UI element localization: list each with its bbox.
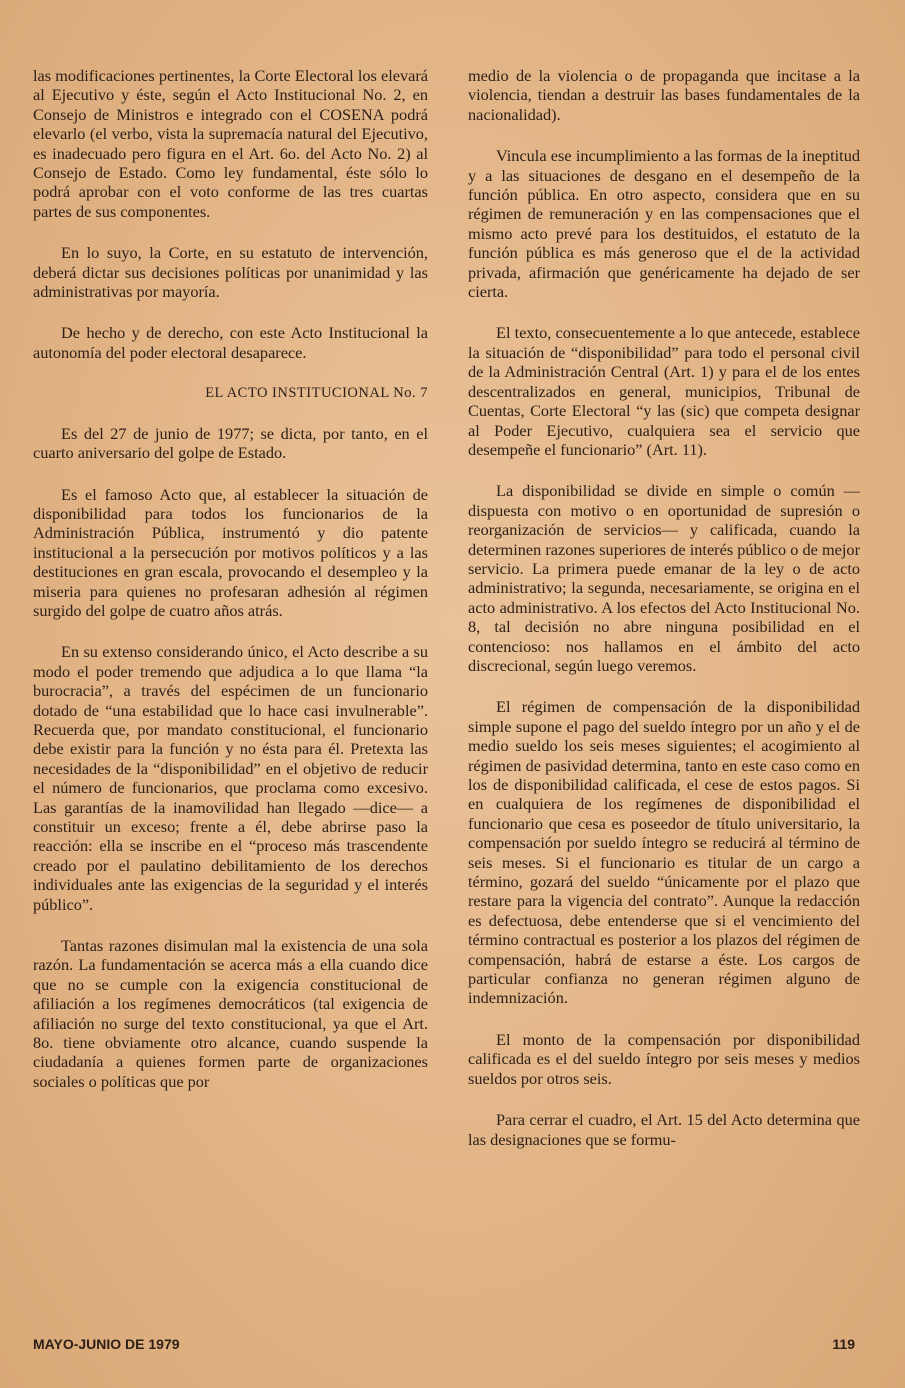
paragraph: Tantas razones disimulan mal la existencia de una sola razón. La fundamentación se acerca más a ella cuando dice que no se cumple con la exigencia constitucional de afiliación a los regímenes democráticos (tal exigencia de afiliación no surge del texto constitucional, ya que el Art. 8o. tiene obviamente otro alcance, cuando suspende la ciudadanía a quienes formen parte de organizaciones sociales o políticas que por xyxy=(33,936,428,1091)
paragraph: El monto de la compensación por disponibilidad calificada es el del sueldo íntegro por seis meses y medios sueldos por otros seis. xyxy=(468,1029,860,1088)
page-number: 119 xyxy=(832,1336,855,1352)
right-column xyxy=(468,66,860,1171)
paragraph: Para cerrar el cuadro, el Art. 15 del Acto determina que las designaciones que se formu- xyxy=(468,1110,860,1149)
section-heading: EL ACTO INSTITUCIONAL No. 7 xyxy=(205,385,428,402)
paragraph: Es el famoso Acto que, al establecer la situación de disponibilidad para todos los funcionarios de la Administración Pública, instrumentó y dio patente institucional a la persecución por motivos políticos y a las destituciones en gran escala, provocando el desempleo y la miseria para quienes no profesaran adhesión al régimen surgido del golpe de cuatro años atrás. xyxy=(33,484,428,620)
issue-date: MAYO-JUNIO DE 1979 xyxy=(33,1336,180,1352)
paragraph: las modificaciones pertinentes, la Corte Electoral los elevará al Ejecutivo y éste, según el Acto Institucional No. 2, en Consejo de Ministros e integrado con el COSENA podrá elevarlo (el verbo, vista la supremacía natural del Ejecutivo, es inadecuado pero figura en el Art. 6o. del Acto No. 2) al Consejo de Estado. Como ley fundamental, éste sólo lo podrá aprobar con el voto conforme de las tres cuartas partes de sus componentes. xyxy=(33,66,428,221)
paragraph: Vincula ese incumplimiento a las formas de la ineptitud y a las situaciones de desgano en el desempeño de la función pública. En otro aspecto, considera que en su régimen de remuneración y en las compensaciones que el mismo acto prevé para los destituidos, el estatuto de la función pública es más generoso que el de la actividad privada, afirmación que genéricamente ha dejado de ser cierta. xyxy=(468,146,860,302)
paragraph: En lo suyo, la Corte, en su estatuto de intervención, deberá dictar sus decisiones políticas por unanimidad y las administrativas por mayoría. xyxy=(33,243,428,302)
paragraph: En su extenso considerando único, el Acto describe a su modo el poder tremendo que adjudica a lo que llama “la burocracia”, a través del espécimen de un funcionario dotado de “una estabilidad que lo hace casi invulnerable”. Recuerda que, por mandato constitucional, el funcionario debe existir para la función y no ésta para él. Pretexta las necesidades de la “disponibilidad” en el objetivo de reducir el número de funcionarios, que proclama como excesivo. Las garantías de la inamovilidad han llegado —dice— a constituir un exceso; frente a él, debe abrirse paso la reacción: ella se inscribe en el “proceso más trascendente creado por el paulatino debilitamiento de los derechos individuales ante las exigencias de la seguridad y el interés público”. xyxy=(33,642,428,914)
paragraph: El texto, consecuentemente a lo que antecede, establece la situación de “disponibilidad” para todo el personal civil de la Administración Central (Art. 1) y para el de los entes descentralizados en general, municipios, Tribunal de Cuentas, Corte Electoral “y las (sic) que competa designar al Poder Ejecutivo, cualquiera sea el servicio que desempeñe el funcionario” (Art. 11). xyxy=(468,323,860,459)
paragraph: Es del 27 de junio de 1977; se dicta, por tanto, en el cuarto aniversario del golpe de Estado. xyxy=(33,423,428,463)
left-column xyxy=(33,66,428,1113)
paragraph: La disponibilidad se divide en simple o común —dispuesta con motivo o en oportunidad de supresión o reorganización de servicios— y calificada, cuando la determinen razones superiores de interés público o de mejor servicio. La primera puede emanar de la ley o de acto administrativo; la segunda, necesariamente, se origina en el acto administrativo. A los efectos del Acto Institucional No. 8, tal decisión no abre ninguna posibilidad en el contencioso: nos hallamos en el ámbito del acto discrecional, según luego veremos. xyxy=(468,481,860,675)
paragraph: El régimen de compensación de la disponibilidad simple supone el pago del sueldo íntegro por un año y el de medio sueldo los seis meses siguientes; el acogimiento al régimen de pasividad determina, tanto en este caso como en los de disponibilidad calificada, el cese de estos pagos. Si en cualquiera de los regímenes de disponibilidad el funcionario que cesa es poseedor de título universitario, la compensación por sueldo íntegro se reducirá al término de seis meses. Si el funcionario es titular de un cargo a término, gozará del sueldo “únicamente por el plazo que restare para la vigencia del contrato”. Aunque la redacción es defectuosa, debe entenderse que si el vencimiento del término contractual es posterior a los plazos del régimen de compensación, habrá de estarse a éste. Los cargos de particular confianza no generan régimen alguno de indemnización. xyxy=(468,697,860,1008)
paragraph: medio de la violencia o de propaganda que incitase a la violencia, tiendan a destruir las bases fundamentales de la nacionalidad). xyxy=(468,66,860,124)
page-footer xyxy=(33,1336,855,1352)
paragraph: De hecho y de derecho, con este Acto Institucional la autonomía del poder electoral desaparece. xyxy=(33,323,428,362)
